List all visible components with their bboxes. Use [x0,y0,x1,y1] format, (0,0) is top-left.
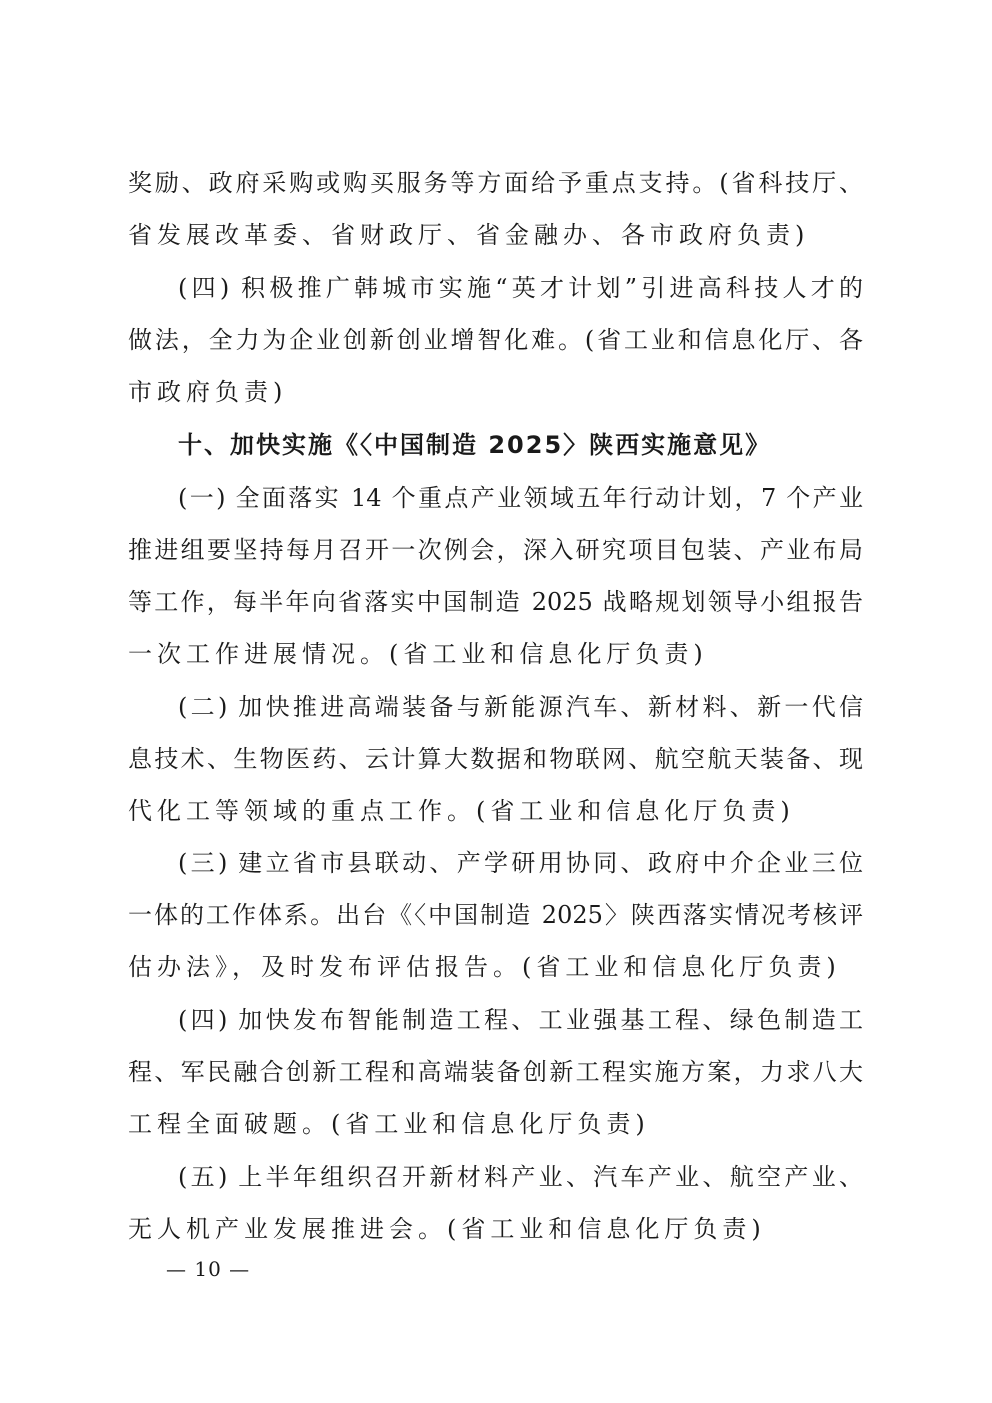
paragraph-line: 做法，全力为企业创新创业增智化难。(省工业和信息化厅、各 [128,326,863,354]
paragraph-line: (四) 积极推广韩城市实施“英才计划”引进高科技人才的 [178,274,863,302]
paragraph-line: 奖励、政府采购或购买服务等方面给予重点支持。(省科技厅、 [128,169,863,197]
paragraph-line: (一) 全面落实 14 个重点产业领域五年行动计划，7 个产业 [178,484,863,512]
paragraph-line: 代化工等领域的重点工作。(省工业和信息化厅负责) [128,797,795,825]
paragraph-line: 市政府负责) [128,378,288,406]
paragraph-line: 等工作，每半年向省落实中国制造 2025 战略规划领导小组报告 [128,588,863,616]
paragraph-line: 息技术、生物医药、云计算大数据和物联网、航空航天装备、现 [128,745,863,773]
paragraph-line: 估办法》，及时发布评估报告。(省工业和信息化厅负责) [128,953,841,981]
page-number: — 10 — [166,1257,251,1281]
paragraph-line: (二) 加快推进高端装备与新能源汽车、新材料、新一代信 [178,693,863,721]
paragraph-line: 推进组要坚持每月召开一次例会，深入研究项目包装、产业布局 [128,536,863,564]
paragraph-line: 一次工作进展情况。(省工业和信息化厅负责) [128,640,708,668]
paragraph-line: 工程全面破题。(省工业和信息化厅负责) [128,1110,650,1138]
paragraph-line: (五) 上半年组织召开新材料产业、汽车产业、航空产业、 [178,1163,863,1191]
paragraph-line: 省发展改革委、省财政厅、省金融办、各市政府负责) [128,221,810,249]
paragraph-line: (三) 建立省市县联动、产学研用协同、政府中介企业三位 [178,849,863,877]
paragraph-line: 程、军民融合创新工程和高端装备创新工程实施方案，力求八大 [128,1058,863,1086]
paragraph-line: 无人机产业发展推进会。(省工业和信息化厅负责) [128,1215,766,1243]
paragraph-line: 一体的工作体系。出台《〈中国制造 2025〉陕西落实情况考核评 [128,901,863,929]
section-heading: 十、加快实施《〈中国制造 2025〉陕西实施意见》 [178,431,772,459]
paragraph-line: (四) 加快发布智能制造工程、工业强基工程、绿色制造工 [178,1006,863,1034]
